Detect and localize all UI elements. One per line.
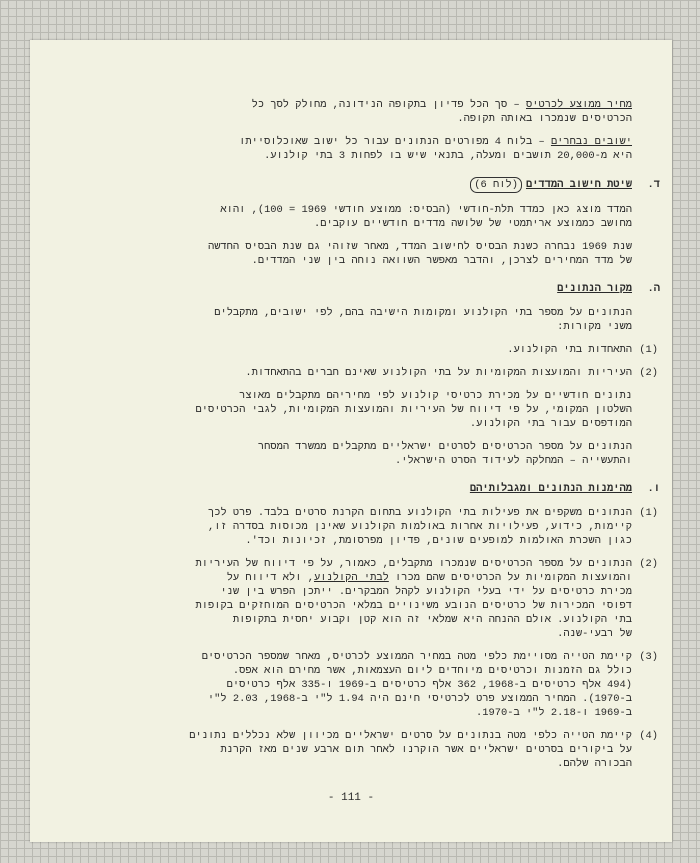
item-number: (2) [639,558,658,570]
paragraph: המדד מוצג כאן כמדד תלת-חודשי (הבסיס: ממוצע חודשי 1969 = 100), והוא מחושב כממוצע אריתמטי של שלושה מדדים חודשיים עוקבים. [220,204,632,230]
list-item: (3) קיימת הטייה מסויימת כלפי מטה במחיר הממוצע לכרטיס, מאחר שמספר הכרטיסים כולל גם הזמנות וכרטיסים מיוחדים ליום העצמאות, אשר מחירם הוא אפס. (494 אלף כרטיסים ב-1968, 362 אלף כרטיסים ב-1969 ו-335 אלף כרטיסים ב-1970). המחיר הממוצע פרט לכרטיסי חינם היה 1.94 ל"י ב-1968, 2.03 ל"י ב-1969 ו-2.18 ל"י ב-1970. [201,651,658,719]
paragraph: נתונים חודשיים על מכירת כרטיסי קולנוע לפי מחיריהם מתקבלים מאוצר השלטון המקומי, על פי דיווח של העיריות והמועצות המקומיות, לגבי הכרטיסים המודפסים עבור בתי הקולנוע. [195,390,632,430]
paragraph: הנתונים על מספר הכרטיסים לסרטים ישראליים מתקבלים ממשרד המסחר והתעשייה – המחלקה לעידוד הסרט הישראלי. [257,441,632,467]
paragraph: שנת 1969 נבחרה כשנת הבסיס לחישוב המדד, מאחר שזוהי גם שנת הבסיס החדשה של מדד המחירים לצרכן, והדבר מאפשר השוואה נוחה בין שני המדדים. [207,241,632,267]
list-item: (2) הנתונים על מספר הכרטיסים שנמכרו מתקבלים, כאמור, על פי דיווח של העיריות והמועצות המקומיות על הכרטיסים שהם מכרו לבתי הקולנוע, ולא דיווח על מכירת כרטיסים על ידי בעלי הקולנוע לקהל המבקרים. ייתכן הפרש בין שני דפוסי המכירות של כרטיסים הנובע משינויים במלאי הכרטיסים המוחזקים בקופות בתי הקולנוע. אולם ההנחה היא שמלאי זה הוא קטן וקבוע יחסית בתקופות של רבעי-שנה. [195,558,658,640]
page-content [90,98,660,780]
section-heading-index-method [90,177,660,193]
item-number: (2) [639,367,658,379]
term-selected-localities: ישובים נבחרים [550,136,632,148]
list-item: (2) העיריות והמועצות המקומיות על בתי הקולנוע שאינם חברים בהתאחדות. [245,367,658,379]
list-item: (1) התאחדות בתי הקולנוע. [507,344,658,356]
section-heading-data-source [90,282,660,296]
section-letter: ו. [647,483,660,495]
section-title: שיטת חישוב המדדים [525,179,632,191]
section-letter: ד. [647,179,660,191]
item-number: (4) [639,730,658,742]
page-number: - 111 - [327,792,375,804]
section-letter: ה. [647,283,660,295]
list-item: (1) הנתונים משקפים את פעילות בתי הקולנוע בתחום הקרנת סרטים בלבד. פרט לכך קיימות, כידוע, פעילויות אחרות באולמות הקולנוע שאינן מכוסות בסדרה זו, כגון השכרת האולמות למופעים שונים, פדיון מפרסומת, זכיונות וכד'. [207,507,658,547]
section-title: מקור הנתונים [557,283,632,295]
paragraph: הנתונים על מספר בתי הקולנוע ומקומות הישיבה בהם, לפי ישובים, מתקבלים משני מקורות: [214,307,632,333]
section-heading-reliability [90,482,660,496]
list-item: (4) קיימת הטייה כלפי מטה בנתונים על סרטים ישראליים מכיוון שלא נכללים נתונים על ביקורים בסרטים ישראליים אשר הוקרנו לאחר תום ארבע שנים מאז הקרנת הבכורה שלהם. [189,730,658,770]
term-average-price: מחיר ממוצע לכרטיס [525,99,632,111]
underlined-phrase: לבתי הקולנוע [313,572,389,584]
item-number: (3) [639,651,658,663]
table-reference: (לוח 6) [470,177,522,193]
item-number: (1) [639,507,658,519]
document-page [30,40,672,842]
definition-selected-localities: ישובים נבחרים – בלוח 4 מפורטים הנתונים עבור כל ישוב שאוכלוסייתו היא מ-20,000 תושבים ומעלה, בתנאי שיש בו לפחות 3 בתי קולנוע. [239,136,632,162]
definition-average-price: מחיר ממוצע לכרטיס – סך הכל פדיון בתקופה הנידונה, מחולק לסך כל הכרטיסים שנמכרו באותה תקופה. [251,99,632,125]
item-number: (1) [639,344,658,356]
section-title: מהימנות הנתונים ומגבלותיהם [469,483,632,495]
